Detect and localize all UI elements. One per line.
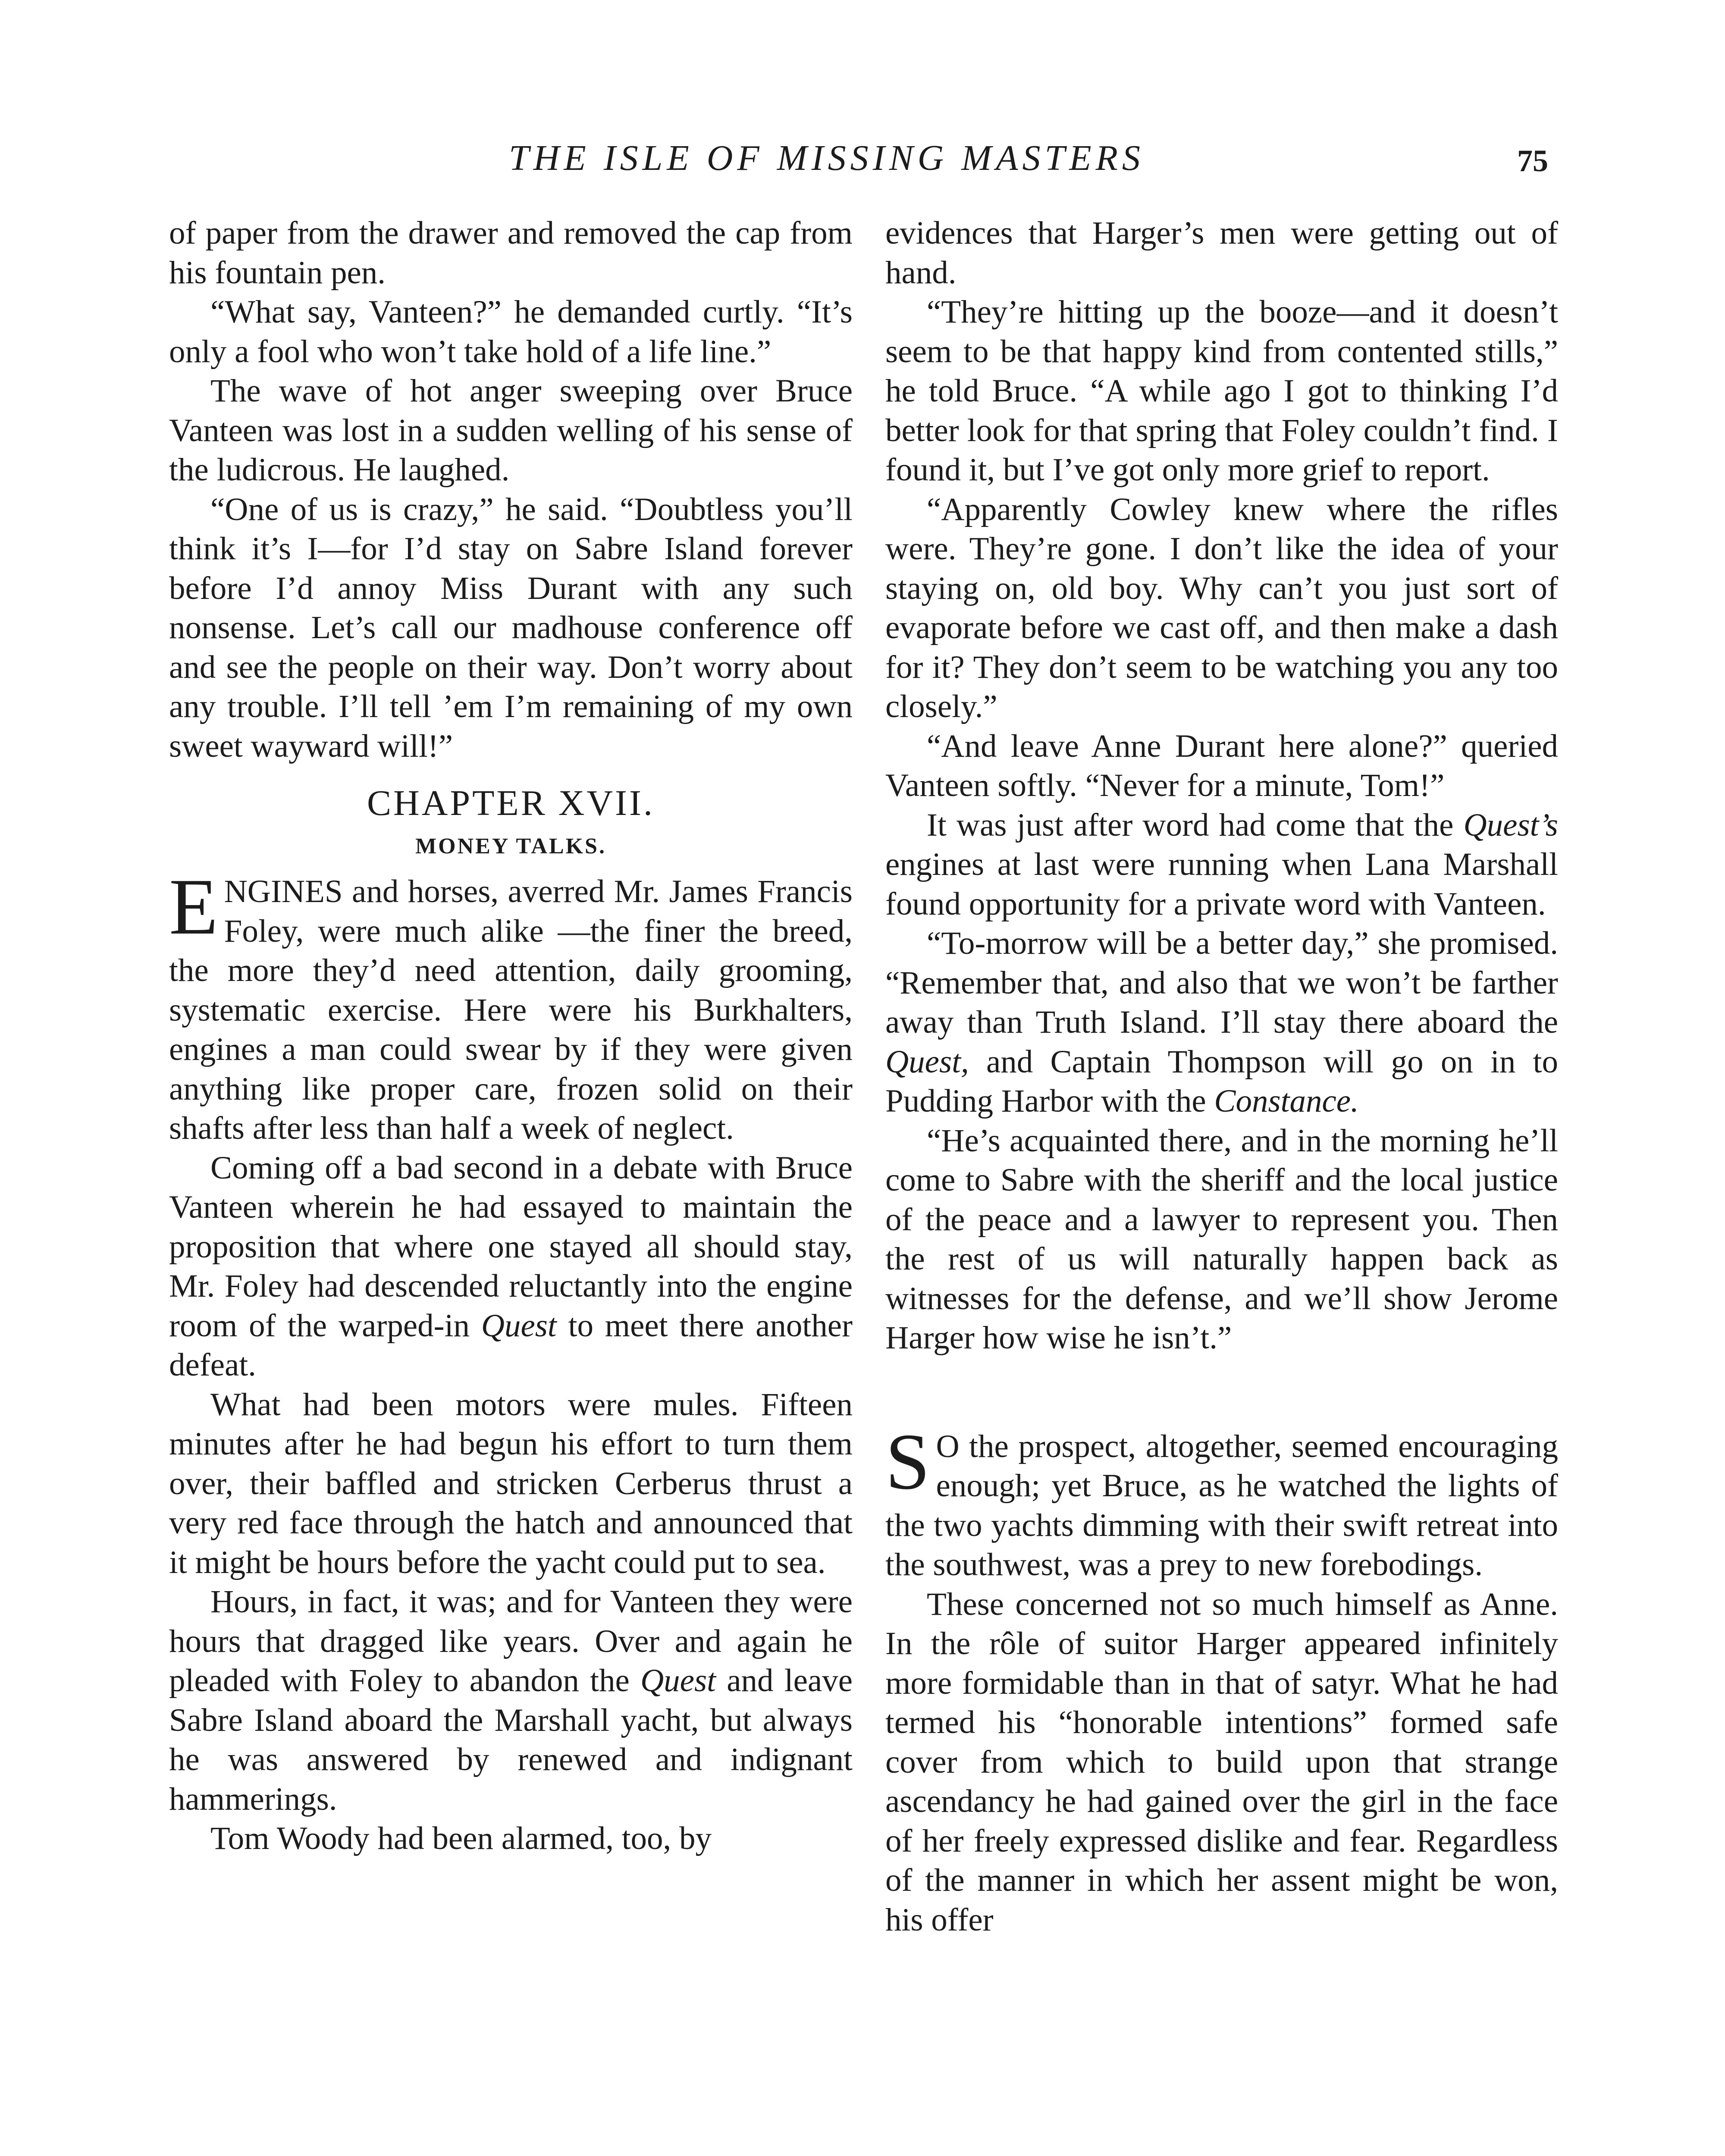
- paragraph: [169, 1582, 853, 1819]
- paragraph-text: to meet there another defeat.: [169, 1307, 853, 1383]
- paragraph-text: O the prospect, altogether, seemed encouraging enough; yet Bruce, as he watched the lights of the two yachts dimming with their swift retreat into the southwest, was a prey to new forebodings.: [885, 1428, 1558, 1583]
- running-header: [0, 137, 1725, 189]
- drop-cap: E: [169, 862, 218, 951]
- paragraph: evidences that Harger’s men were getting out of hand.: [885, 215, 1558, 291]
- chapter-number: CHAPTER XVII.: [367, 783, 655, 823]
- drop-cap: S: [885, 1417, 930, 1506]
- paragraph: These concerned not so much himself as Anne. In the rôle of suitor Harger appeared infinitely more formidable than in that of satyr. What he had termed his “honorable intentions” formed safe cover from which to build upon that strange ascendancy he had gained over the girl in the face of her freely expressed dislike and fear. Regardless of the manner in which her assent might be won, his offer: [885, 1586, 1558, 1938]
- ship-name: Quest: [481, 1307, 557, 1344]
- paragraph-text: and leave Sabre Island aboard the Marshall yacht, but always he was answered by renewed and indignant hammerings.: [169, 1663, 853, 1817]
- paragraph-text: It was just after word had come that the: [927, 807, 1464, 843]
- paragraph-text: Coming off a bad second in a debate with Bruce Vanteen wherein he had essayed to maintain the proposition that where one stayed all should stay, Mr. Foley had descended reluctantly into the engine room of the warped-in: [169, 1150, 853, 1344]
- right-column: [885, 213, 1558, 1940]
- paragraph: [885, 924, 1558, 1121]
- paragraph: “One of us is crazy,” he said. “Doubtless you’ll think it’s I—for I’d stay on Sabre Island forever before I’d annoy Miss Durant with any such nonsense. Let’s call our madhouse conference off and see the people on their way. Don’t worry about any trouble. I’ll tell ’em I’m remaining of my own sweet wayward will!”: [169, 491, 853, 764]
- ship-name: Quest’s: [1463, 807, 1558, 843]
- paragraph: [169, 1148, 853, 1385]
- ship-name: Quest,: [885, 1044, 969, 1080]
- paragraph: [885, 805, 1558, 924]
- running-title: THE ISLE OF MISSING MASTERS: [509, 138, 1145, 178]
- paragraph: “What say, Vanteen?” he demanded curtly. “It’s only a fool who won’t take hold of a life line.”: [169, 294, 853, 370]
- ship-name: Constance.: [1214, 1083, 1359, 1119]
- paragraph: The wave of hot anger sweeping over Bruce Vanteen was lost in a sudden welling of his sense of the ludicrous. He laughed.: [169, 373, 853, 488]
- section-break: [885, 1358, 1558, 1427]
- paragraph-text: Hours, in fact, it was; and for Vanteen they were hours that dragged like years. Over and again he pleaded with Foley to abandon the: [169, 1584, 853, 1698]
- chapter-heading: [169, 780, 853, 866]
- paragraph: “Apparently Cowley knew where the rifles were. They’re gone. I don’t like the idea of your staying on, old boy. Why can’t you just sort of evaporate before we cast off, and then make a dash for it? They don’t seem to be watching you any too closely.”: [885, 491, 1558, 724]
- paragraph: of paper from the drawer and removed the cap from his fountain pen.: [169, 215, 853, 291]
- ship-name: Quest: [640, 1663, 716, 1698]
- paragraph-text: NGINES and horses, averred Mr. James Francis Foley, were much alike —the finer the breed, the more they’d need attention, daily grooming, systematic exercise. Here were his Burkhalters, engines a man could swear by if they were given anything like proper care, frozen solid on their shafts after less than half a week of neglect.: [169, 874, 853, 1146]
- paragraph: “He’s acquainted there, and in the morning he’ll come to Sabre with the sheriff and the local justice of the peace and a lawyer to represent you. Then the rest of us will naturally happen back as witnesses for the defense, and we’ll show Jerome Harger how wise he isn’t.”: [885, 1122, 1558, 1356]
- paragraph: What had been motors were mules. Fifteen minutes after he had begun his effort to turn them over, their baffled and stricken Cerberus thrust a very red face through the hatch and announced that it might be hours before the yacht could put to sea.: [169, 1386, 853, 1580]
- page-number: 75: [1517, 144, 1548, 178]
- paragraph-text: “To-morrow will be a better day,” she promised. “Remember that, and also that we won’t be farther away than Truth Island. I’ll stay there aboard the: [885, 925, 1558, 1040]
- paragraph: “And leave Anne Durant here alone?” queried Vanteen softly. “Never for a minute, Tom!”: [885, 728, 1558, 803]
- paragraph: “They’re hitting up the booze—and it doesn’t seem to be that happy kind from contented stills,” he told Bruce. “A while ago I got to thinking I’d better look for that spring that Foley couldn’t find. I found it, but I’ve got only more grief to report.: [885, 294, 1558, 488]
- chapter-title: MONEY TALKS.: [415, 834, 606, 859]
- paragraph-text: and Captain Thompson will go on in to Pudding Harbor with the: [885, 1044, 1558, 1119]
- paragraph: Tom Woody had been alarmed, too, by: [210, 1821, 712, 1856]
- section-opening-paragraph: [885, 1417, 1558, 1585]
- left-column: [169, 213, 853, 1858]
- paragraph-text: engines at last were running when Lana Marshall found opportunity for a private word with Vanteen.: [885, 846, 1558, 922]
- chapter-opening-paragraph: [169, 862, 853, 1148]
